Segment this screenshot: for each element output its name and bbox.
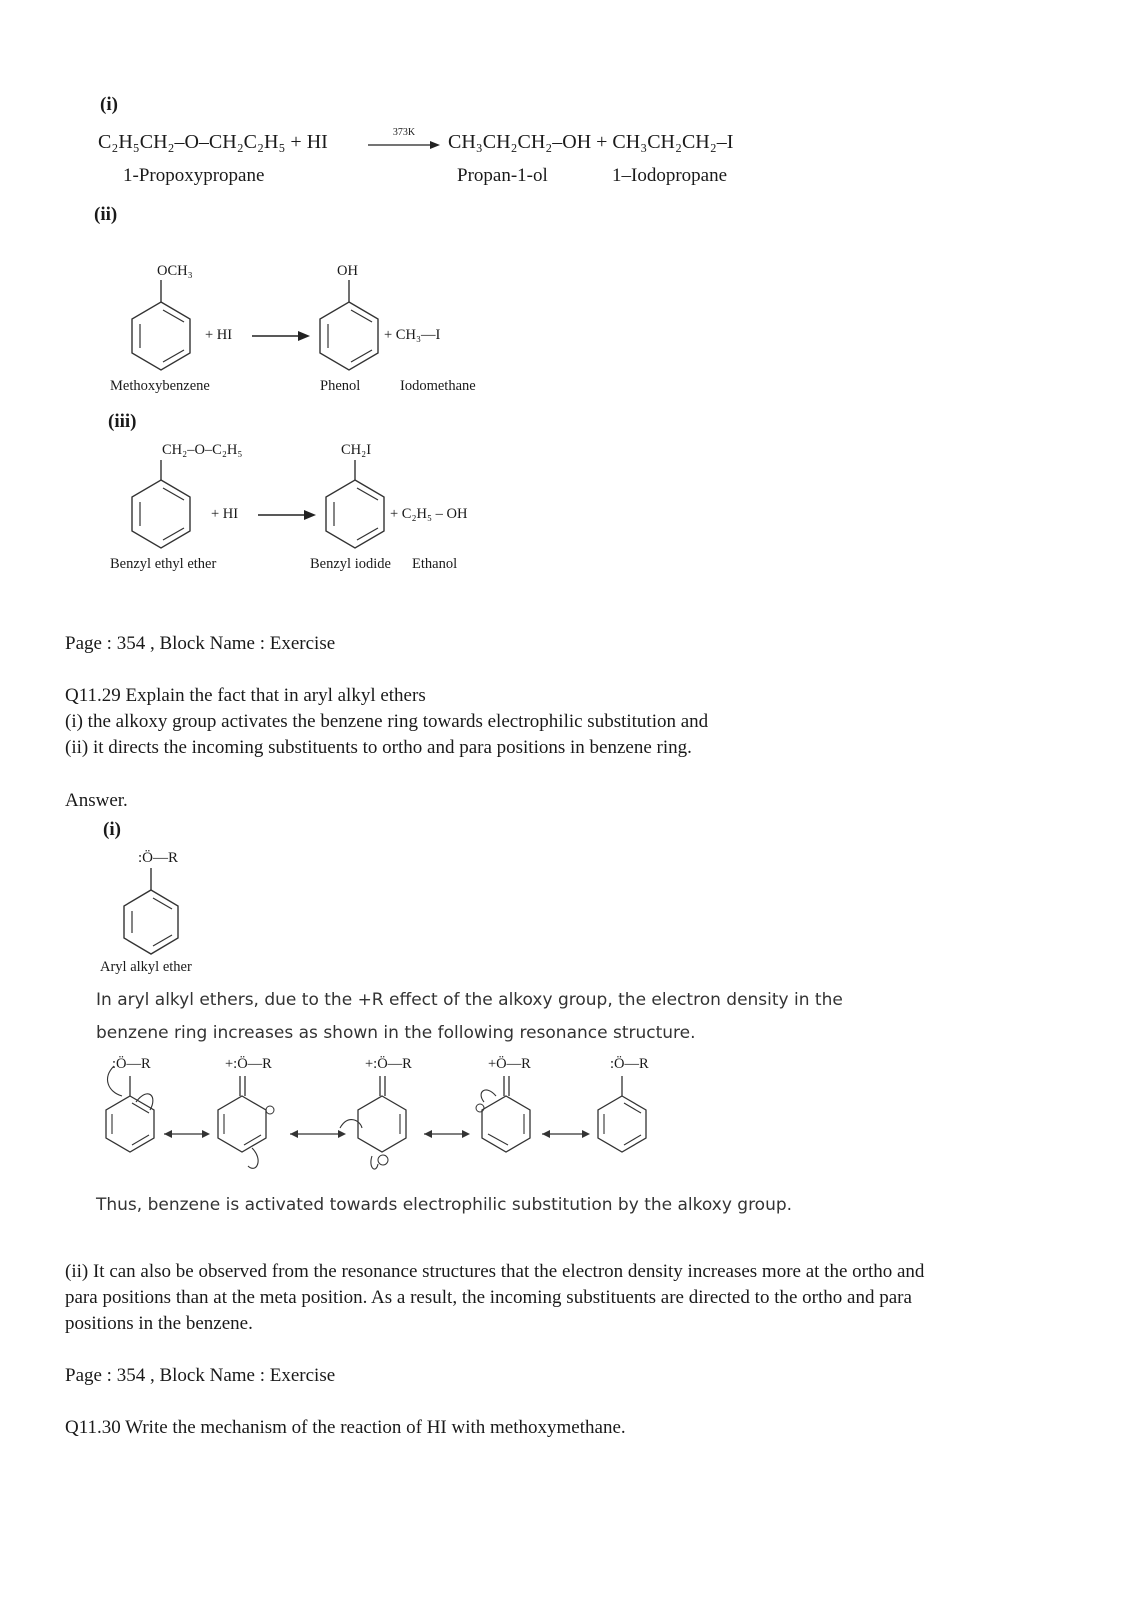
answer-part-ii-line-1: (ii) It can also be observed from the resonance structures that the electron density increases more at the ortho and [65,1261,925,1282]
block-info-2: Page : 354 , Block Name : Exercise [65,1365,336,1386]
question-line-2: (ii) it directs the incoming substituents to ortho and para positions in benzene ring. [65,737,692,758]
answer-part-i-label: (i) [103,819,121,840]
equation-reactants: C₂H₅CH₂–O–CH₂C₂H₅ + HI [98,131,328,153]
part-i-label: (i) [100,94,118,115]
benzene-ring-methoxybenzene [126,280,196,376]
name-methoxybenzene: Methoxybenzene [110,378,210,394]
arrow-condition: 373K [392,127,416,138]
arrow-icon [258,509,316,521]
answer-part-ii [65,1259,924,1337]
resonance-label-3: +:Ö—R [365,1056,412,1072]
question-line-1: (i) the alkoxy group activates the benzene ring towards electrophilic substitution and [65,711,709,732]
ether-group-label: :Ö—R [138,850,179,866]
benzene-ring-benzyl-iodide [320,460,390,554]
benzyl-ether-group-label: CH₂–O–C₂H₅ [162,442,243,458]
benzene-ring-phenol [314,280,384,376]
reagent-hi: + HI [205,327,233,343]
reaction-arrow [368,128,440,157]
product-name-1: Propan-1-ol [457,165,548,186]
resonance-label-1: :Ö—R [112,1056,151,1072]
resonance-ring-5 [598,1076,646,1152]
hydroxyl-group-label: OH [337,263,358,279]
explanation-line-1: In aryl alkyl ethers, due to the +R effect of the alkoxy group, the electron density in the [96,990,843,1010]
coproduct-iodomethane: + CH₃—I [384,327,441,343]
part-iii-label: (iii) [108,411,137,432]
block-info: Page : 354 , Block Name : Exercise [65,633,336,654]
resonance-ring-2 [218,1076,274,1168]
reagent-hi-2: + HI [211,506,239,522]
answer-part-ii-line-2: para positions than at the meta position. As a result, the incoming substituents are directed to the ortho and para [65,1287,912,1308]
equation-products: CH₃CH₂CH₂–OH + CH₃CH₂CH₂–I [448,131,734,153]
name-ethanol: Ethanol [412,556,458,572]
name-iodomethane: Iodomethane [400,378,476,394]
conclusion-text: Thus, benzene is activated towards electrophilic substitution by the alkoxy group. [96,1195,793,1215]
resonance-ring-4 [476,1076,530,1152]
benzene-ring-benzyl-ethyl-ether [126,460,196,554]
explanation-line-2: benzene ring increases as shown in the following resonance structure. [96,1023,696,1043]
name-benzyl-ethyl-ether: Benzyl ethyl ether [110,556,217,572]
question-q30: Q11.30 Write the mechanism of the reaction of HI with methoxymethane. [65,1417,626,1438]
resonance-label-4: +Ö—R [488,1056,531,1072]
resonance-ring-3 [340,1076,406,1169]
name-aryl-alkyl-ether: Aryl alkyl ether [100,959,192,975]
product-name-2: 1–Iodopropane [612,165,728,186]
benzene-ring-aryl-alkyl-ether [118,868,184,958]
resonance-label-2: +:Ö—R [225,1056,272,1072]
arrow-icon [252,330,310,342]
answer-part-ii-line-3: positions in the benzene. [65,1313,253,1334]
answer-label: Answer. [65,790,128,811]
question-text: Q11.29 Explain the fact that in aryl alkyl ethers [65,685,426,706]
reactant-name: 1-Propoxypropane [123,165,265,186]
resonance-ring-1 [106,1066,154,1152]
coproduct-ethanol: + C₂H₅ – OH [390,506,468,522]
benzyl-iodide-group-label: CH₂I [341,442,372,458]
resonance-diagram [92,1056,672,1180]
question-q29 [65,683,708,761]
methoxy-group-label: OCH₃ [157,263,193,279]
arrow-icon [368,138,440,152]
name-phenol: Phenol [320,378,361,394]
resonance-label-5: :Ö—R [610,1056,649,1072]
name-benzyl-iodide: Benzyl iodide [310,556,391,572]
part-ii-label: (ii) [94,204,118,225]
